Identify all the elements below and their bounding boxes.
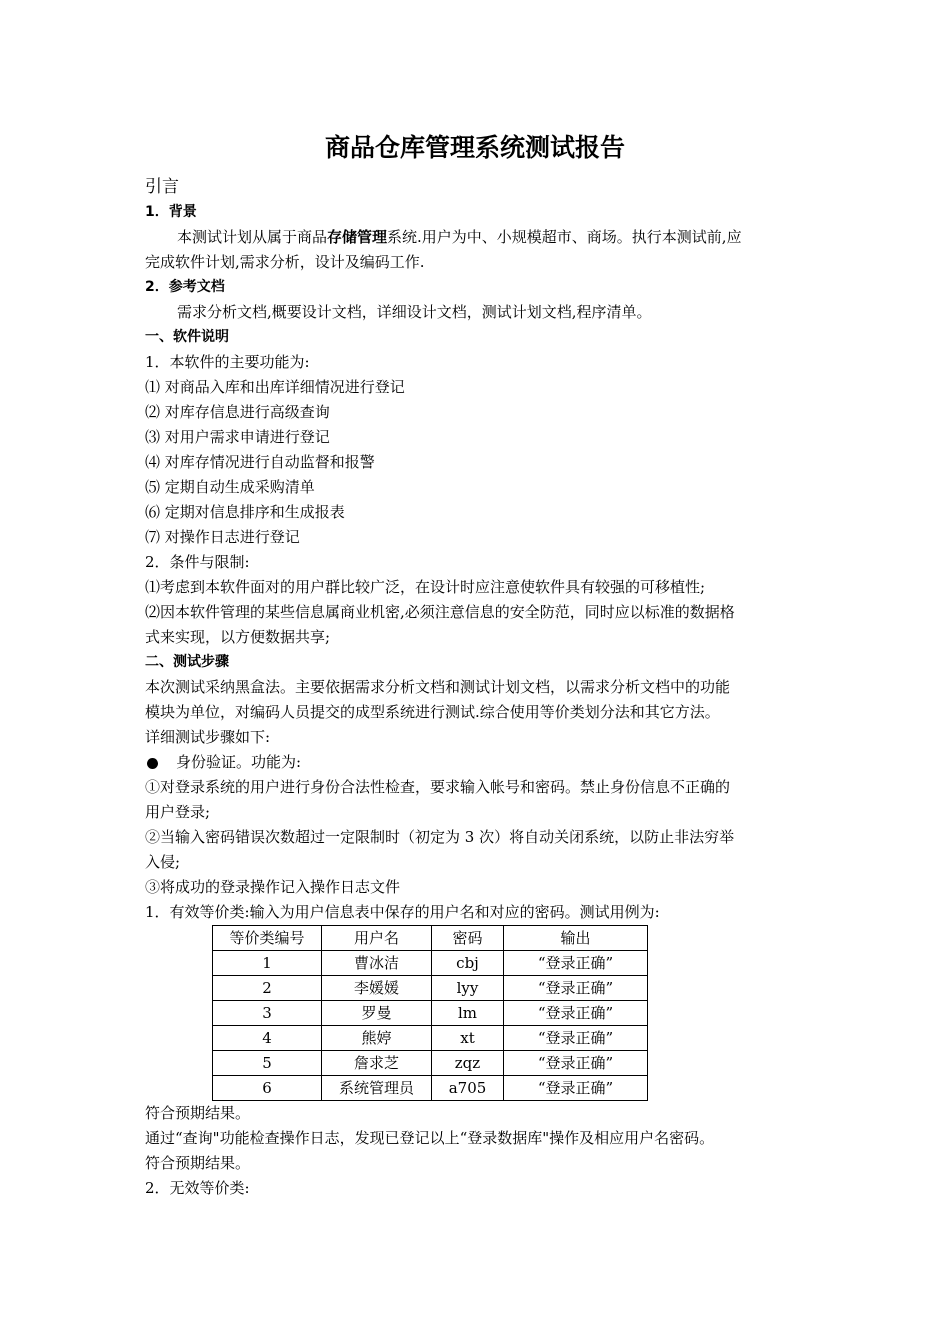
auth-item-2-line-1: ②当输入密码错误次数超过一定限制时（初定为 3 次）将自动关闭系统，以防止非法穷举 — [145, 828, 735, 846]
table-cell: lyy — [432, 976, 504, 1001]
constraint-item-2-line-2: 式来实现，以方便数据共享; — [145, 628, 331, 646]
table-cell: cbj — [432, 951, 504, 976]
table-header-row — [213, 926, 648, 951]
table-cell: “登录正确” — [504, 951, 648, 976]
table-cell: 6 — [213, 1076, 322, 1101]
bullet-text: 身份验证。功能为: — [176, 753, 302, 771]
table-cell: a705 — [432, 1076, 504, 1101]
table-cell: 3 — [213, 1001, 322, 1026]
table-cell: 系统管理员 — [322, 1076, 432, 1101]
table-cell: “登录正确” — [504, 1026, 648, 1051]
invalid-class-intro: 2．无效等价类: — [145, 1179, 250, 1197]
table-header-cell: 密码 — [432, 926, 504, 951]
intro-heading: 引言 — [145, 177, 179, 197]
table-cell: “登录正确” — [504, 1001, 648, 1026]
table-cell: “登录正确” — [504, 1051, 648, 1076]
table-cell: 2 — [213, 976, 322, 1001]
constraint-item-1: ⑴考虑到本软件面对的用户群比较广泛，在设计时应注意使软件具有较强的可移植性; — [145, 578, 706, 596]
background-text-before: 本测试计划从属于商品 — [177, 228, 328, 246]
functions-intro: 1．本软件的主要功能为: — [145, 353, 310, 371]
table-cell: 罗曼 — [322, 1001, 432, 1026]
background-heading: 1．背景 — [145, 204, 197, 220]
table-cell: 曹冰洁 — [322, 951, 432, 976]
table-cell: 李媛媛 — [322, 976, 432, 1001]
function-item: ⑴ 对商品入库和出库详细情况进行登记 — [145, 378, 405, 396]
table-header-cell: 等价类编号 — [213, 926, 322, 951]
function-item: ⑷ 对库存情况进行自动监督和报警 — [145, 453, 375, 471]
table-row — [213, 1026, 648, 1051]
table-cell: xt — [432, 1026, 504, 1051]
auth-item-3: ③将成功的登录操作记入操作日志文件 — [145, 878, 401, 896]
function-item: ⑹ 定期对信息排序和生成报表 — [145, 503, 345, 521]
bullet-dot-icon — [147, 758, 158, 769]
table-row — [213, 1001, 648, 1026]
steps-paragraph-line-2: 模块为单位，对编码人员提交的成型系统进行测试.综合使用等价类划分法和其它方法。 — [145, 703, 720, 721]
result-text-1: 符合预期结果。 — [145, 1104, 251, 1122]
background-text-bold: 存储管理 — [327, 228, 388, 246]
valid-class-intro: 1．有效等价类:输入为用户信息表中保存的用户名和对应的密码。测试用例为: — [145, 903, 660, 921]
constraint-item-2-line-1: ⑵因本软件管理的某些信息属商业机密,必须注意信息的安全防范，同时应以标准的数据格 — [145, 603, 735, 621]
table-cell: “登录正确” — [504, 976, 648, 1001]
background-paragraph-line-2: 完成软件计划,需求分析，设计及编码工作. — [145, 253, 425, 271]
document-body — [145, 174, 807, 1201]
table-header-cell: 用户名 — [322, 926, 432, 951]
function-item: ⑺ 对操作日志进行登记 — [145, 528, 300, 546]
table-cell: zqz — [432, 1051, 504, 1076]
table-row — [213, 976, 648, 1001]
references-text: 需求分析文档,概要设计文档，详细设计文档，测试计划文档,程序清单。 — [177, 303, 652, 321]
table-row — [213, 951, 648, 976]
background-text-after: 系统.用户为中、小规模超市、商场。执行本测试前,应 — [387, 228, 742, 246]
table-cell: 1 — [213, 951, 322, 976]
table-cell: 詹求芝 — [322, 1051, 432, 1076]
bullet-item — [145, 750, 807, 775]
table-cell: 5 — [213, 1051, 322, 1076]
auth-item-1-line-1: ①对登录系统的用户进行身份合法性检查，要求输入帐号和密码。禁止身份信息不正确的 — [145, 778, 731, 796]
table-cell: 4 — [213, 1026, 322, 1051]
steps-heading: 二、测试步骤 — [145, 654, 229, 670]
table-cell: “登录正确” — [504, 1076, 648, 1101]
function-item: ⑵ 对库存信息进行高级查询 — [145, 403, 330, 421]
software-heading: 一、软件说明 — [145, 329, 229, 345]
result-text-2: 符合预期结果。 — [145, 1154, 251, 1172]
references-heading: 2．参考文档 — [145, 279, 225, 295]
function-item: ⑶ 对用户需求申请进行登记 — [145, 428, 330, 446]
detail-intro: 详细测试步骤如下: — [145, 728, 271, 746]
table-row — [213, 1076, 648, 1101]
auth-item-2-line-2: 入侵; — [145, 853, 181, 871]
steps-paragraph-line-1: 本次测试采纳黑盒法。主要依据需求分析文档和测试计划文档，以需求分析文档中的功能 — [145, 678, 731, 696]
constraints-intro: 2．条件与限制: — [145, 553, 250, 571]
table-cell: 熊婷 — [322, 1026, 432, 1051]
table-row — [213, 1051, 648, 1076]
document-title: 商品仓库管理系统测试报告 — [324, 133, 625, 162]
table-cell: lm — [432, 1001, 504, 1026]
background-paragraph-line-1 — [145, 225, 807, 250]
query-check-text: 通过“查询"功能检查操作日志，发现已登记以上“登录数据库"操作及相应用户名密码。 — [145, 1129, 715, 1147]
auth-item-1-line-2: 用户登录; — [145, 803, 211, 821]
table-header-cell: 输出 — [504, 926, 648, 951]
function-item: ⑸ 定期自动生成采购清单 — [145, 478, 315, 496]
test-case-table — [212, 925, 648, 1101]
